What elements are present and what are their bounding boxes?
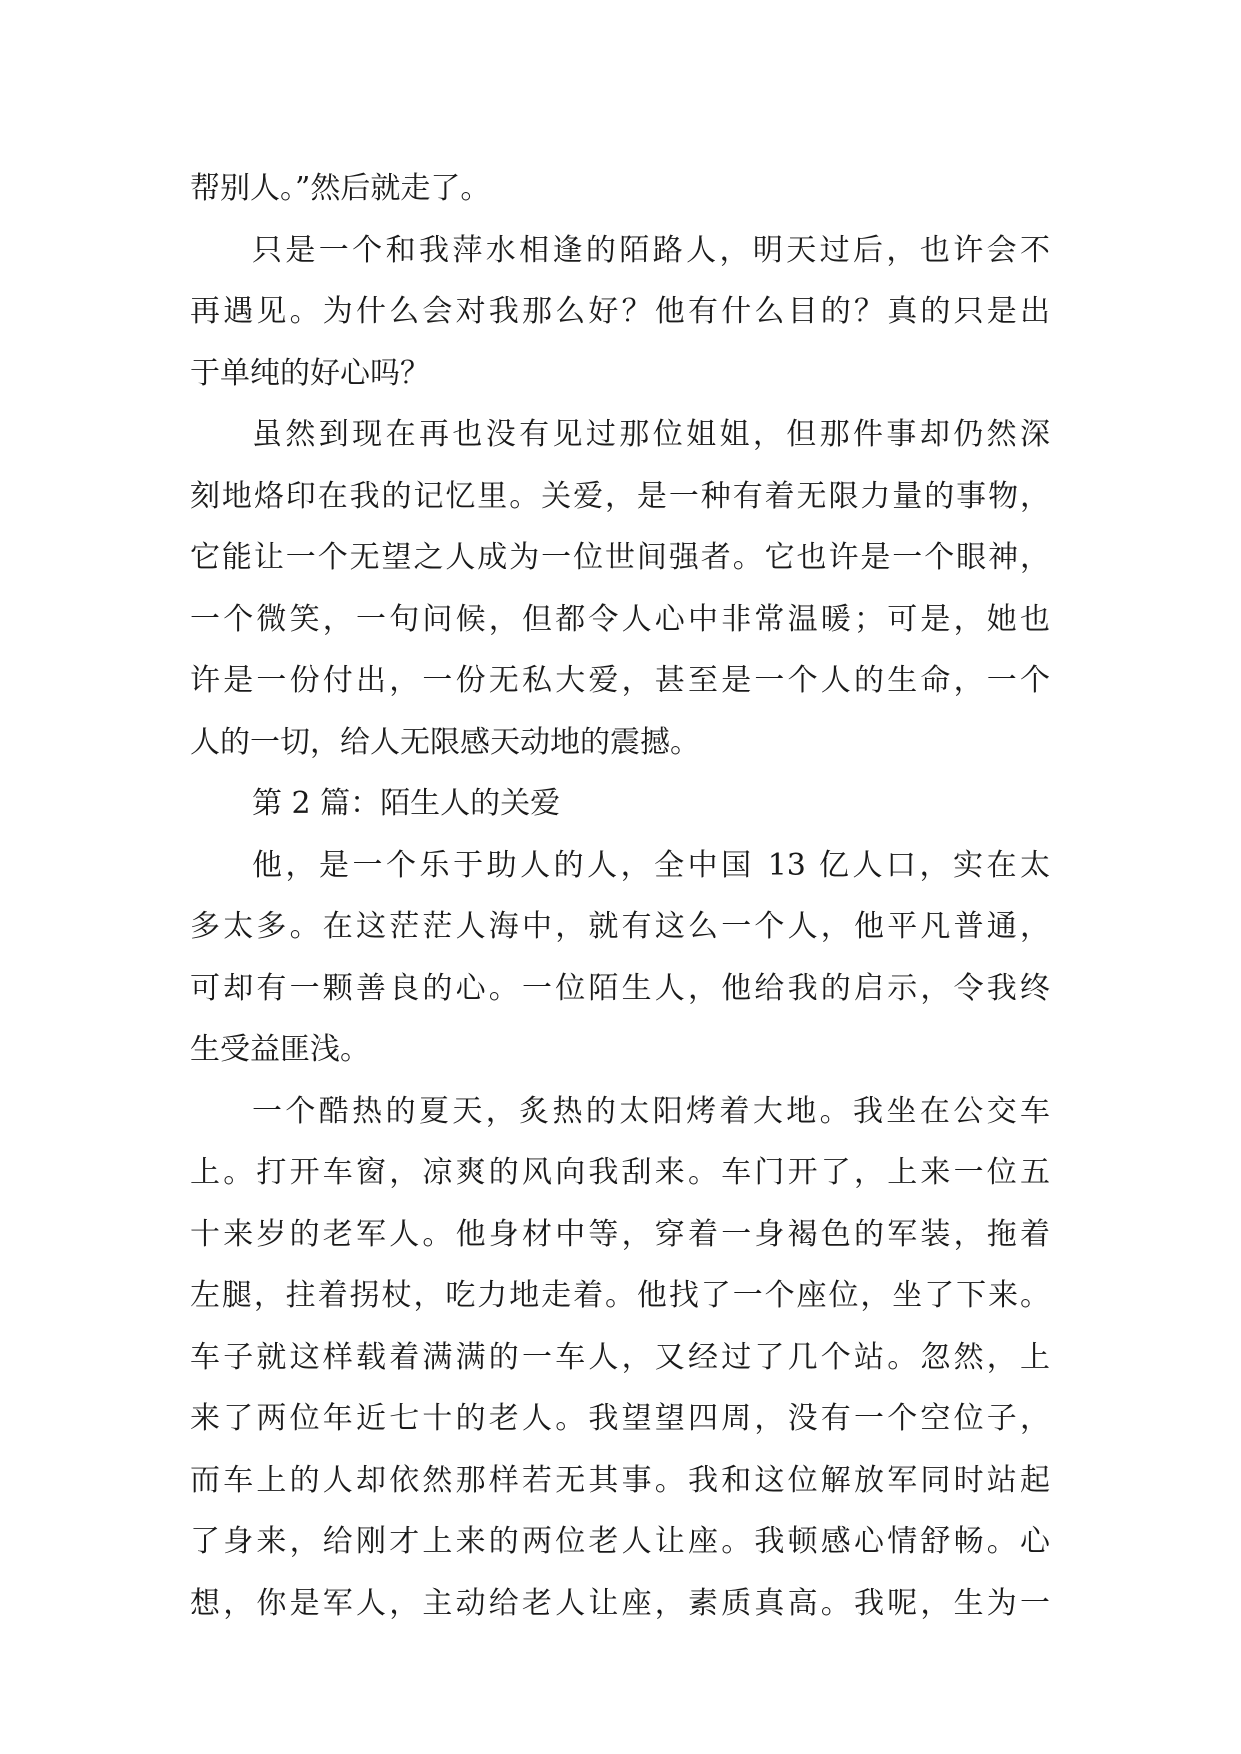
text-line: 可却有一颗善良的心。一位陌生人，他给我的启示，令我终 xyxy=(190,970,1050,1006)
text-line: 十来岁的老军人。他身材中等，穿着一身褐色的军装，拖着 xyxy=(190,1216,1050,1252)
text-line: 只是一个和我萍水相逢的陌路人，明天过后，也许会不 xyxy=(252,232,1050,268)
text-line: 它能让一个无望之人成为一位世间强者。它也许是一个眼神， xyxy=(190,540,1050,575)
text-line: 再遇见。为什么会对我那么好？他有什么目的？真的只是出 xyxy=(190,294,1050,329)
text-line: 一个酷热的夏天，炙热的太阳烤着大地。我坐在公交车 xyxy=(252,1093,1050,1129)
text-line: 于单纯的好心吗？ xyxy=(190,355,430,391)
text-line: 帮别人。”然后就走了。 xyxy=(190,171,491,206)
section-heading: 第 2 篇：陌生人的关爱 xyxy=(252,786,561,821)
text-line: 生受益匪浅。 xyxy=(190,1032,370,1067)
text-line: 想，你是军人，主动给老人让座，素质真高。我呢，生为一 xyxy=(190,1585,1050,1621)
text-line: 许是一份付出，一份无私大爱，甚至是一个人的生命，一个 xyxy=(190,663,1050,698)
text-line: 虽然到现在再也没有见过那位姐姐，但那件事却仍然深 xyxy=(252,417,1050,452)
text-line: 而车上的人却依然那样若无其事。我和这位解放军同时站起 xyxy=(190,1462,1050,1498)
text-line: 多太多。在这茫茫人海中，就有这么一个人，他平凡普通， xyxy=(190,909,1050,944)
text-line: 刻地烙印在我的记忆里。关爱，是一种有着无限力量的事物， xyxy=(190,478,1050,514)
text-line: 他，是一个乐于助人的人，全中国 13 亿人口，实在太 xyxy=(252,847,1050,883)
text-line: 车子就这样载着满满的一车人，又经过了几个站。忽然，上 xyxy=(190,1339,1050,1375)
text-line: 人的一切，给人无限感天动地的震撼。 xyxy=(190,724,700,760)
text-line: 来了两位年近七十的老人。我望望四周，没有一个空位子， xyxy=(190,1401,1050,1436)
text-line: 上。打开车窗，凉爽的风向我刮来。车门开了，上来一位五 xyxy=(190,1155,1050,1190)
text-line: 了身来，给刚才上来的两位老人让座。我顿感心情舒畅。心 xyxy=(190,1524,1050,1559)
text-line: 一个微笑，一句问候，但都令人心中非常温暖；可是，她也 xyxy=(190,601,1050,637)
document-body xyxy=(190,158,1050,1634)
text-line: 左腿，拄着拐杖，吃力地走着。他找了一个座位，坐了下来。 xyxy=(190,1278,1050,1313)
